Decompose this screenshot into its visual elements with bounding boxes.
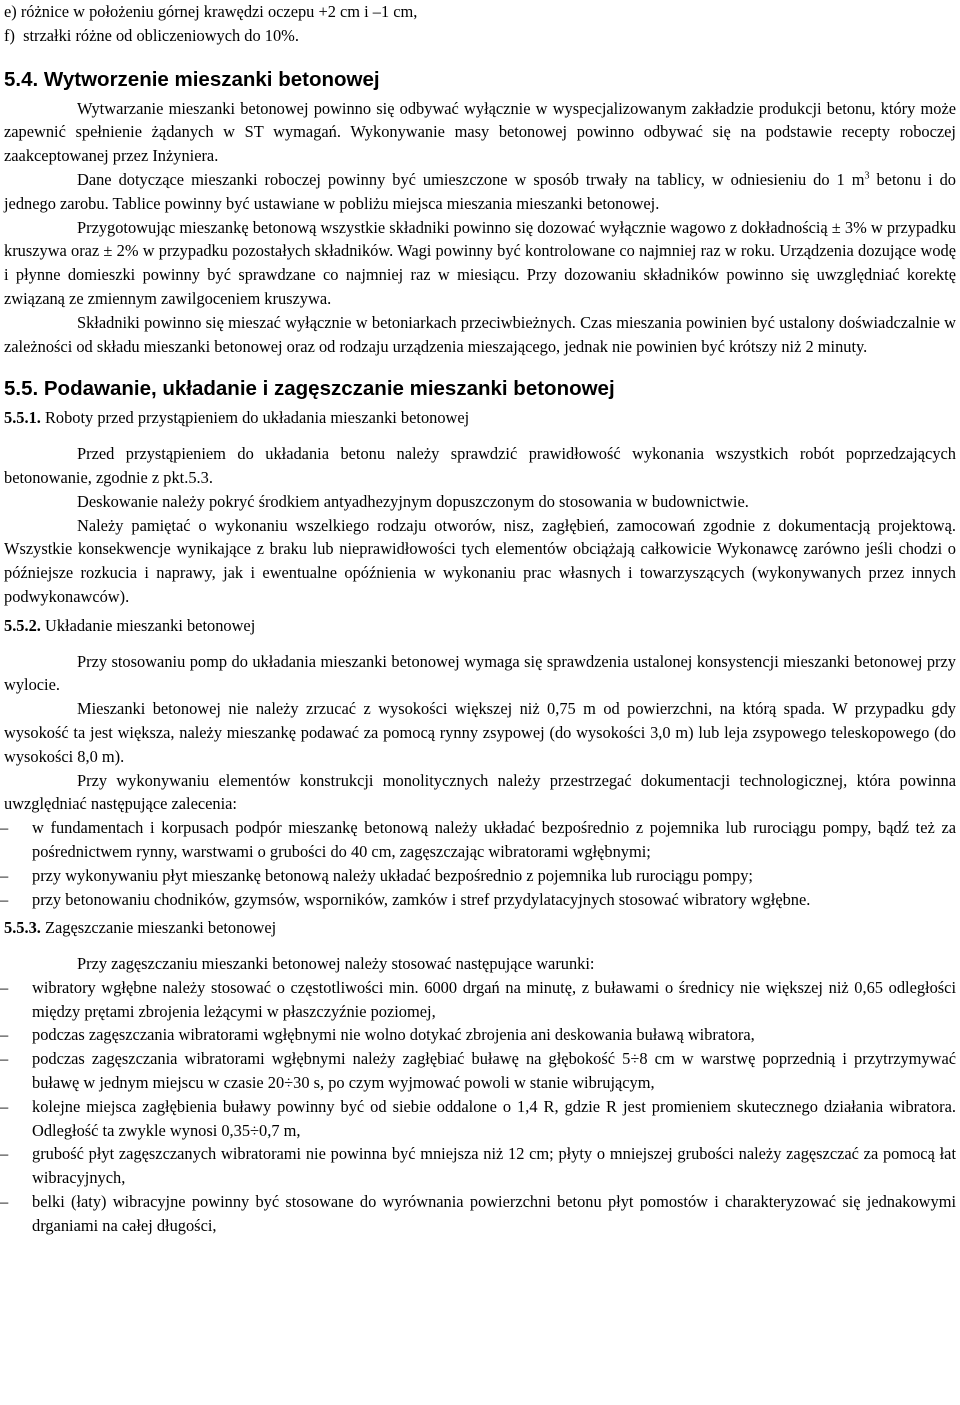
subsection-title: Układanie mieszanki betonowej — [40, 615, 256, 635]
subsection-number: 5.5.3. — [4, 918, 41, 938]
dash-bullet: – — [0, 1192, 9, 1212]
list-item — [0, 888, 956, 912]
list-item-text: podczas zagęszczania wibratorami wgłębnymi nie wolno dotykać zbrojenia ani deskowania buławą wibratora, — [32, 1025, 755, 1045]
section-5-4-paragraph-4: Składniki powinno się mieszać wyłącznie w betoniarkach przeciwbieżnych. Czas mieszania powinien być ustalony doświadczalnie w zależności od składu mieszanki betonowej oraz od rodzaju urządzenia mieszającego, jednak nie powinien być krótszy niż 2 minuty. — [4, 312, 956, 356]
list-item — [0, 864, 956, 888]
list-item-e: e) różnice w położeniu górnej krawędzi oczepu +2 cm i –1 cm, — [4, 2, 418, 21]
paragraph-2-text-a: Dane dotyczące mieszanki roboczej powinny być umieszczone w sposób trwały na tablicy, w odniesieniu do 1 m — [77, 169, 865, 189]
paragraph-2-text-b: betonu i do jednego zarobu. Tablice powinny być ustawiane w pobliżu miejsca mieszania mieszanki betonowej. — [4, 169, 956, 213]
subsection-5-5-2-paragraph-2: Mieszanki betonowej nie należy zrzucać z wysokości większej niż 0,75 m od powierzchni, na którą spada. W przypadku gdy wysokość ta jest większa, należy mieszankę podawać za pomocą rynny zsypowej (do wysokości 3,0 m) lub leja zsypowego teleskopowego (do wysokości 8,0 m). — [4, 699, 956, 766]
subsection-5-5-2-paragraph-1: Przy stosowaniu pomp do układania mieszanki betonowej wymaga się sprawdzenia ustalonej konsystencji mieszanki betonowej przy wylocie. — [4, 651, 956, 695]
subsection-5-5-1-heading — [4, 406, 956, 430]
list-item-f: f) strzałki różne od obliczeniowych do 10%. — [4, 25, 299, 45]
list-item — [0, 1142, 956, 1190]
dash-bullet: – — [0, 889, 9, 909]
section-5-4-paragraph-3: Przygotowując mieszankę betonową wszystkie składniki powinno się dozować wyłącznie wagowo z dokładnością ± 3% w przypadku kruszywa oraz ± 2% w przypadku pozostałych składników. Wagi powinny być kontrolowane co najmniej raz w roku. Urządzenia dozujące wodę i płynne domieszki powinny być sprawdzane co najmniej raz w miesiącu. Przy dozowaniu składników powinno się uwzględniać korektę związaną ze zmiennym zawilgoceniem kruszywa. — [4, 217, 956, 308]
subsection-5-5-1-paragraph-3: Należy pamiętać o wykonaniu wszelkiego rodzaju otworów, nisz, zagłębień, zamocowań zgodnie z dokumentacją projektową. Wszystkie konsekwencje wynikające z braku lub nieprawidłowości tych elementów obciążają całkowicie Wykonawcę zarówno jeśli chodzi o późniejsze rozkucia i naprawy, jak i ewentualne opóźnienia w wykonaniu prac własnych i towarzyszących (wykonywanych przez innych podwykonawców). — [4, 515, 956, 606]
subsection-5-5-2-list — [0, 816, 956, 911]
subsection-5-5-3-heading — [4, 916, 956, 940]
list-item-text: wibratory wgłębne należy stosować o częstotliwości min. 6000 drgań na minutę, z buławami o średnicy nie większej niż 0,65 odległości między prętami zbrojenia leżącymi w płaszczyźnie poziomej, — [32, 977, 956, 1021]
dash-bullet: – — [0, 1025, 9, 1045]
dash-bullet: – — [0, 1049, 9, 1069]
dash-bullet: – — [0, 865, 9, 885]
section-5-4-paragraph-2 — [4, 168, 956, 216]
list-item-text: przy wykonywaniu płyt mieszankę betonową należy układać bezpośrednio z pojemnika lub rurociągu pompy; — [32, 865, 753, 885]
subsection-number: 5.5.2. — [4, 615, 41, 635]
dash-bullet: – — [0, 977, 9, 997]
list-item — [0, 816, 956, 864]
subsection-5-5-1-paragraph-1: Przed przystąpieniem do układania betonu należy sprawdzić prawidłowość wykonania wszystkich robót poprzedzających betonowanie, zgodnie z pkt.5.3. — [4, 444, 956, 487]
list-item — [0, 976, 956, 1024]
subsection-5-5-1-paragraph-2: Deskowanie należy pokryć środkiem antyadhezyjnym dopuszczonym do stosowania w budownictwie. — [77, 491, 749, 511]
subsection-5-5-2-paragraph-3: Przy wykonywaniu elementów konstrukcji monolitycznych należy przestrzegać dokumentacji technologicznej, która powinna uwzględniać następujące zalecenia: — [4, 770, 956, 814]
list-item-text: kolejne miejsca zagłębienia buławy powinny być od siebie oddalone o 1,4 R, gdzie R jest promieniem skutecznego działania wibratora. Odległość ta zwykle wynosi 0,35÷0,7 m, — [32, 1096, 956, 1140]
list-item-text: grubość płyt zagęszczanych wibratorami nie powinna być mniejsza niż 12 cm; płyty o mniejszej grubości należy zagęszczać za pomocą łat wibracyjnych, — [32, 1144, 956, 1188]
list-item-text: podczas zagęszczania wibratorami wgłębnymi należy zagłębiać buławę na głębokość 5÷8 cm w warstwę poprzednią i przytrzymywać buławę w jednym miejscu w czasie 20÷30 s, po czym wyjmować powoli w stanie wibrującym, — [32, 1049, 956, 1093]
section-5-4-paragraph-1: Wytwarzanie mieszanki betonowej powinno się odbywać wyłącznie w wyspecjalizowanym zakładzie produkcji betonu, który może zapewnić spełnienie żądanych w ST wymagań. Wykonywanie masy betonowej powinno odbywać się na podstawie recepty roboczej zaakceptowanej przez Inżyniera. — [4, 98, 956, 166]
dash-bullet: – — [0, 818, 9, 838]
subsection-5-5-3-list — [0, 976, 956, 1238]
subsection-title: Zagęszczanie mieszanki betonowej — [40, 918, 277, 938]
dash-bullet: – — [0, 1096, 9, 1116]
list-item — [0, 1095, 956, 1143]
subsection-5-5-3-paragraph-1: Przy zagęszczaniu mieszanki betonowej należy stosować następujące warunki: — [77, 954, 595, 974]
list-item-text: belki (łaty) wibracyjne powinny być stosowane do wyrównania powierzchni betonu płyt pomostów i charakteryzować się jednakowymi drganiami na całej długości, — [32, 1192, 956, 1235]
subsection-number: 5.5.1. — [4, 408, 41, 428]
section-5-4-heading: 5.4. Wytworzenie mieszanki betonowej — [4, 67, 380, 91]
list-item-text: w fundamentach i korpusach podpór mieszankę betonową należy układać bezpośrednio z pojemnika lub rurociągu pompy, bądź też za pośrednictwem rynny, warstwami o grubości do 40 cm, zagęszczając wibratorami wgłębnymi; — [32, 818, 956, 861]
cubic-superscript: 3 — [864, 170, 870, 182]
section-5-5-heading: 5.5. Podawanie, układanie i zagęszczanie mieszanki betonowej — [4, 377, 615, 401]
list-item — [0, 1023, 956, 1047]
list-item — [0, 1190, 956, 1238]
dash-bullet: – — [0, 1144, 9, 1164]
top-list — [4, 0, 956, 48]
list-item — [0, 1047, 956, 1095]
subsection-5-5-2-heading — [4, 614, 956, 638]
subsection-title: Roboty przed przystąpieniem do układania mieszanki betonowej — [40, 408, 470, 428]
list-item-text: przy betonowaniu chodników, gzymsów, wsporników, zamków i stref przydylatacyjnych stosować wibratory wgłębne. — [32, 889, 811, 909]
